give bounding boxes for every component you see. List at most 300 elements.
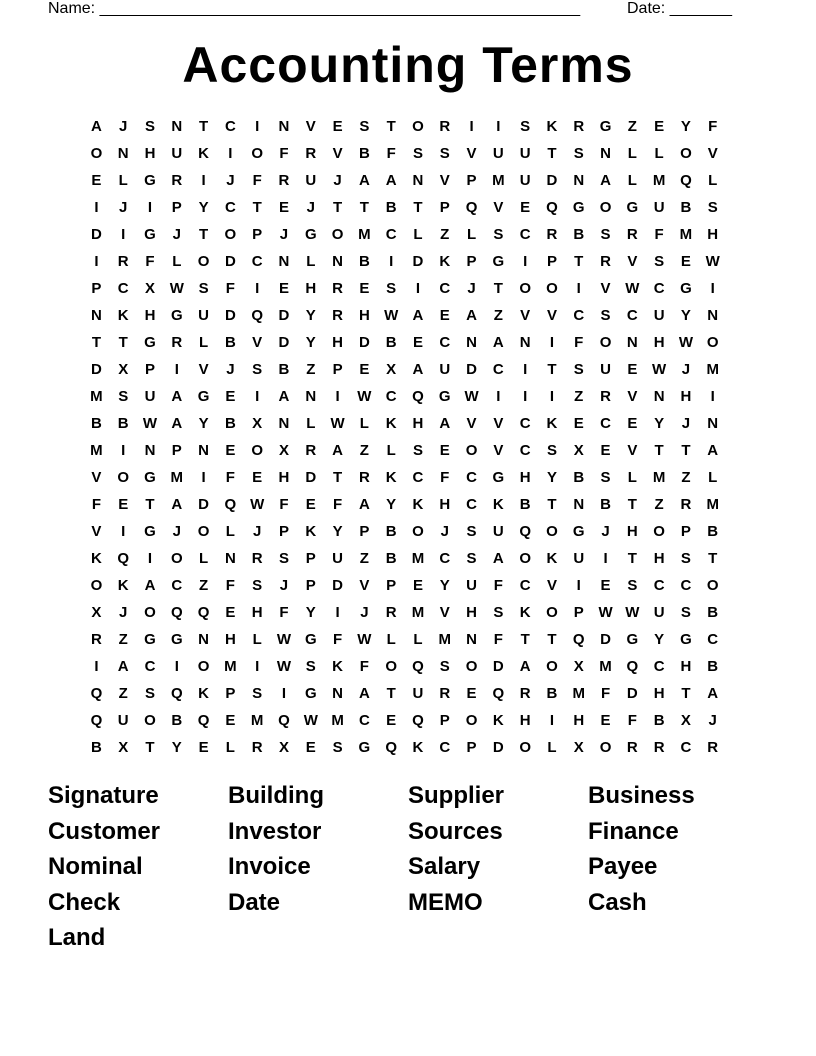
- grid-letter: O: [546, 658, 558, 675]
- grid-letter: O: [251, 442, 264, 459]
- grid-letter: P: [466, 253, 477, 270]
- grid-letter: E: [359, 361, 370, 378]
- grid-letter: O: [412, 523, 424, 540]
- grid-letter: W: [678, 334, 694, 351]
- grid-letter: C: [680, 577, 692, 594]
- grid-row: [83, 140, 726, 167]
- grid-letter: H: [332, 334, 343, 351]
- grid-letter: M: [90, 442, 103, 459]
- grid-letter: O: [90, 577, 103, 594]
- grid-letter: G: [144, 172, 156, 189]
- grid-letter: R: [519, 685, 531, 702]
- grid-letter: J: [279, 226, 289, 243]
- grid-letter: V: [627, 253, 638, 270]
- grid-letter: Z: [440, 226, 450, 243]
- grid-row: [83, 464, 726, 491]
- grid-letter: V: [466, 415, 477, 432]
- grid-letter: L: [627, 145, 637, 162]
- grid-letter: T: [547, 361, 557, 378]
- grid-letter: E: [225, 442, 236, 459]
- word-list-item: MEMO: [408, 888, 483, 916]
- grid-letter: I: [255, 118, 260, 135]
- grid-row: [83, 383, 726, 410]
- grid-letter: D: [412, 253, 424, 270]
- grid-letter: J: [119, 604, 128, 621]
- grid-letter: A: [358, 172, 370, 189]
- grid-letter: K: [412, 496, 424, 513]
- grid-letter: R: [600, 388, 611, 405]
- grid-letter: J: [226, 172, 235, 189]
- grid-letter: D: [600, 631, 611, 648]
- grid-letter: P: [546, 253, 557, 270]
- grid-letter: Q: [90, 712, 103, 729]
- grid-letter: L: [627, 172, 637, 189]
- grid-letter: Y: [654, 415, 665, 432]
- grid-letter: T: [681, 442, 691, 459]
- grid-letter: M: [90, 388, 103, 405]
- grid-letter: A: [492, 334, 504, 351]
- grid-letter: S: [654, 253, 665, 270]
- grid-letter: H: [519, 712, 531, 729]
- grid-letter: I: [549, 334, 555, 351]
- grid-letter: J: [279, 577, 289, 594]
- grid-letter: B: [546, 685, 558, 702]
- grid-letter: P: [466, 172, 477, 189]
- grid-letter: L: [708, 469, 718, 486]
- grid-letter: I: [147, 199, 153, 216]
- grid-letter: V: [252, 334, 263, 351]
- grid-letter: U: [171, 145, 183, 162]
- grid-letter: A: [171, 415, 183, 432]
- word-list-item: Land: [48, 924, 106, 951]
- grid-letter: R: [358, 469, 370, 486]
- grid-letter: Q: [519, 523, 531, 540]
- grid-letter: O: [519, 280, 531, 297]
- grid-letter: I: [94, 199, 99, 216]
- grid-letter: G: [197, 388, 210, 405]
- grid-letter: S: [252, 361, 263, 378]
- grid-letter: V: [493, 415, 504, 432]
- grid-letter: E: [412, 334, 423, 351]
- grid-letter: P: [332, 361, 343, 378]
- grid-letter: U: [305, 172, 317, 189]
- grid-row: [83, 194, 726, 221]
- grid-letter: Y: [546, 469, 557, 486]
- grid-letter: J: [681, 361, 691, 378]
- grid-letter: H: [278, 469, 290, 486]
- grid-letter: O: [546, 280, 558, 297]
- grid-row: [83, 356, 726, 383]
- grid-letter: O: [599, 334, 612, 351]
- grid-letter: L: [413, 226, 423, 243]
- grid-letter: G: [680, 631, 692, 648]
- grid-letter: S: [600, 307, 611, 324]
- grid-letter: Y: [439, 577, 450, 594]
- grid-letter: N: [198, 631, 209, 648]
- grid-letter: S: [118, 388, 129, 405]
- grid-letter: W: [276, 658, 292, 675]
- grid-letter: O: [680, 145, 692, 162]
- grid-letter: J: [360, 604, 369, 621]
- grid-letter: R: [332, 307, 343, 324]
- grid-letter: G: [572, 199, 585, 216]
- grid-letter: A: [412, 361, 424, 378]
- grid-letter: A: [519, 658, 531, 675]
- grid-letter: R: [251, 550, 263, 567]
- grid-letter: K: [117, 307, 129, 324]
- grid-letter: X: [278, 739, 289, 756]
- grid-row: [83, 734, 726, 761]
- grid-letter: T: [332, 199, 343, 216]
- grid-letter: N: [573, 172, 585, 189]
- grid-letter: F: [493, 577, 503, 594]
- grid-letter: E: [627, 415, 638, 432]
- grid-letter: O: [170, 550, 183, 567]
- grid-letter: X: [252, 415, 263, 432]
- grid-letter: O: [197, 253, 210, 270]
- grid-letter: I: [549, 712, 555, 729]
- grid-letter: V: [91, 523, 102, 540]
- grid-letter: R: [332, 280, 343, 297]
- grid-letter: E: [412, 577, 423, 594]
- grid-letter: W: [464, 388, 479, 405]
- grid-letter: P: [386, 577, 397, 594]
- grid-letter: W: [652, 361, 667, 378]
- grid-letter: G: [438, 388, 451, 405]
- grid-letter: C: [439, 550, 451, 567]
- grid-letter: Y: [680, 307, 691, 324]
- grid-letter: J: [333, 172, 342, 189]
- grid-letter: J: [172, 226, 181, 243]
- grid-letter: E: [278, 199, 289, 216]
- grid-letter: Z: [359, 442, 369, 459]
- grid-letter: D: [90, 361, 102, 378]
- grid-letter: X: [91, 604, 102, 621]
- grid-letter: L: [118, 172, 128, 189]
- grid-letter: D: [626, 685, 638, 702]
- grid-letter: A: [439, 415, 451, 432]
- grid-letter: B: [385, 523, 397, 540]
- grid-letter: Y: [198, 199, 209, 216]
- grid-letter: I: [121, 226, 126, 243]
- grid-letter: I: [228, 145, 233, 162]
- grid-letter: S: [466, 550, 477, 567]
- grid-letter: X: [278, 442, 289, 459]
- grid-letter: S: [332, 739, 343, 756]
- grid-letter: G: [572, 523, 585, 540]
- grid-letter: A: [332, 442, 343, 459]
- grid-letter: K: [385, 469, 397, 486]
- grid-letter: V: [439, 604, 450, 621]
- grid-letter: G: [599, 118, 612, 135]
- grid-letter: M: [250, 712, 264, 729]
- grid-letter: J: [119, 199, 128, 216]
- grid-letter: P: [305, 550, 316, 567]
- grid-letter: N: [278, 118, 290, 135]
- grid-letter: M: [652, 469, 666, 486]
- grid-letter: D: [224, 253, 236, 270]
- grid-letter: O: [197, 523, 210, 540]
- grid-letter: S: [144, 685, 155, 702]
- grid-letter: E: [332, 118, 343, 135]
- grid-letter: P: [91, 280, 102, 297]
- grid-letter: C: [653, 577, 665, 594]
- grid-letter: C: [519, 226, 531, 243]
- grid-letter: F: [225, 280, 235, 297]
- grid-letter: I: [335, 388, 340, 405]
- grid-letter: I: [389, 253, 394, 270]
- grid-letter: X: [680, 712, 691, 729]
- grid-letter: B: [224, 415, 236, 432]
- grid-row: [83, 302, 726, 329]
- grid-letter: R: [600, 253, 611, 270]
- grid-letter: F: [654, 226, 664, 243]
- grid-letter: C: [224, 199, 236, 216]
- grid-row: [83, 437, 726, 464]
- grid-letter: G: [144, 469, 156, 486]
- grid-letter: C: [224, 118, 236, 135]
- grid-letter: I: [710, 280, 715, 297]
- grid-letter: C: [707, 631, 719, 648]
- grid-letter: U: [412, 685, 424, 702]
- grid-letter: H: [439, 496, 451, 513]
- grid-letter: X: [118, 739, 129, 756]
- grid-letter: H: [653, 550, 665, 567]
- grid-letter: Q: [412, 388, 424, 405]
- grid-letter: C: [412, 469, 424, 486]
- grid-letter: C: [117, 280, 129, 297]
- grid-letter: S: [412, 145, 423, 162]
- grid-row: [83, 518, 726, 545]
- grid-letter: R: [171, 172, 183, 189]
- grid-letter: Q: [385, 739, 397, 756]
- grid-letter: T: [627, 496, 637, 513]
- grid-letter: W: [303, 712, 318, 729]
- grid-letter: M: [706, 496, 719, 513]
- grid-letter: C: [680, 739, 692, 756]
- grid-letter: I: [281, 685, 287, 702]
- grid-letter: I: [603, 550, 608, 567]
- grid-letter: F: [252, 172, 262, 189]
- grid-letter: F: [225, 469, 235, 486]
- grid-letter: K: [412, 739, 424, 756]
- grid-letter: C: [626, 307, 638, 324]
- grid-letter: F: [386, 145, 396, 162]
- grid-letter: Z: [118, 685, 128, 702]
- grid-row: [83, 167, 726, 194]
- grid-letter: O: [224, 226, 237, 243]
- grid-letter: Z: [681, 469, 691, 486]
- grid-letter: Y: [171, 739, 182, 756]
- grid-letter: D: [224, 307, 236, 324]
- grid-letter: B: [519, 496, 531, 513]
- word-search-grid: [83, 113, 726, 761]
- grid-letter: N: [466, 334, 477, 351]
- grid-letter: Z: [199, 577, 209, 594]
- grid-letter: H: [251, 604, 263, 621]
- grid-letter: I: [121, 442, 126, 459]
- grid-letter: P: [305, 577, 316, 594]
- grid-letter: O: [599, 199, 612, 216]
- grid-letter: D: [492, 739, 504, 756]
- grid-letter: S: [359, 118, 370, 135]
- grid-letter: R: [385, 604, 397, 621]
- grid-letter: X: [144, 280, 155, 297]
- grid-letter: C: [466, 469, 477, 486]
- grid-row: [83, 572, 726, 599]
- grid-letter: L: [306, 253, 316, 270]
- grid-letter: Q: [170, 685, 183, 702]
- grid-letter: T: [547, 145, 557, 162]
- grid-letter: K: [198, 685, 209, 702]
- grid-letter: S: [198, 280, 209, 297]
- grid-letter: S: [573, 361, 584, 378]
- grid-letter: J: [172, 523, 181, 540]
- grid-letter: E: [654, 118, 665, 135]
- grid-letter: I: [94, 253, 99, 270]
- grid-letter: C: [653, 280, 665, 297]
- grid-letter: M: [572, 685, 585, 702]
- grid-letter: F: [332, 496, 343, 513]
- grid-letter: R: [546, 226, 558, 243]
- grid-letter: G: [170, 307, 183, 324]
- grid-letter: B: [600, 496, 611, 513]
- grid-letter: H: [626, 523, 638, 540]
- grid-letter: X: [118, 361, 129, 378]
- grid-letter: G: [144, 226, 156, 243]
- grid-letter: U: [573, 550, 585, 567]
- grid-letter: T: [547, 496, 557, 513]
- grid-letter: Q: [170, 604, 183, 621]
- grid-letter: S: [252, 577, 263, 594]
- grid-letter: V: [91, 469, 102, 486]
- grid-letter: P: [466, 739, 477, 756]
- grid-letter: D: [546, 172, 558, 189]
- grid-letter: C: [144, 658, 156, 675]
- grid-letter: T: [118, 334, 128, 351]
- grid-letter: S: [520, 118, 531, 135]
- grid-letter: L: [225, 739, 235, 756]
- grid-letter: J: [467, 280, 476, 297]
- grid-letter: K: [546, 118, 558, 135]
- grid-letter: E: [520, 199, 531, 216]
- word-list-item: Supplier: [408, 782, 505, 809]
- grid-letter: B: [90, 415, 102, 432]
- grid-letter: O: [331, 226, 344, 243]
- grid-letter: Q: [680, 172, 692, 189]
- grid-letter: D: [332, 577, 343, 594]
- grid-letter: P: [171, 442, 182, 459]
- grid-letter: I: [496, 388, 501, 405]
- grid-letter: M: [411, 550, 425, 567]
- grid-letter: L: [386, 631, 396, 648]
- grid-letter: D: [358, 334, 370, 351]
- grid-row: [83, 275, 726, 302]
- grid-letter: T: [493, 280, 503, 297]
- grid-letter: T: [547, 631, 557, 648]
- grid-letter: U: [519, 172, 531, 189]
- grid-letter: I: [549, 388, 555, 405]
- grid-letter: K: [492, 712, 504, 729]
- grid-letter: U: [117, 712, 129, 729]
- word-list-item: Cash: [588, 888, 647, 916]
- grid-letter: I: [523, 361, 528, 378]
- grid-letter: Q: [278, 712, 290, 729]
- grid-letter: E: [466, 685, 477, 702]
- grid-letter: B: [358, 145, 370, 162]
- word-list-item: Payee: [588, 853, 658, 880]
- grid-letter: Z: [574, 388, 584, 405]
- grid-letter: T: [199, 226, 209, 243]
- grid-letter: K: [198, 145, 209, 162]
- grid-letter: B: [224, 334, 236, 351]
- grid-letter: G: [304, 685, 317, 702]
- grid-letter: C: [519, 577, 531, 594]
- grid-letter: M: [224, 658, 237, 675]
- grid-letter: N: [626, 334, 638, 351]
- word-list-item: Signature: [48, 782, 159, 809]
- word-list-item: Customer: [48, 817, 161, 845]
- grid-letter: P: [680, 523, 691, 540]
- grid-letter: G: [144, 334, 156, 351]
- grid-letter: E: [91, 172, 102, 189]
- grid-letter: Y: [305, 334, 316, 351]
- grid-letter: W: [357, 631, 372, 648]
- grid-letter: B: [385, 550, 397, 567]
- grid-letter: F: [279, 145, 289, 162]
- grid-letter: B: [707, 658, 719, 675]
- grid-letter: X: [573, 442, 584, 459]
- grid-letter: S: [466, 523, 477, 540]
- grid-letter: T: [252, 199, 262, 216]
- grid-letter: R: [573, 118, 585, 135]
- grid-letter: W: [276, 631, 292, 648]
- grid-letter: A: [358, 496, 370, 513]
- grid-letter: F: [359, 658, 369, 675]
- grid-letter: S: [493, 226, 504, 243]
- grid-letter: O: [546, 523, 558, 540]
- grid-letter: U: [519, 145, 531, 162]
- grid-letter: D: [305, 469, 317, 486]
- grid-letter: T: [91, 334, 101, 351]
- grid-letter: U: [144, 388, 156, 405]
- word-list: [48, 779, 788, 957]
- grid-letter: T: [627, 550, 637, 567]
- grid-letter: N: [305, 388, 317, 405]
- grid-letter: L: [359, 415, 369, 432]
- grid-row: [83, 221, 726, 248]
- grid-letter: G: [144, 523, 156, 540]
- grid-letter: T: [574, 253, 584, 270]
- grid-letter: Z: [493, 307, 503, 324]
- grid-letter: L: [199, 334, 209, 351]
- grid-letter: M: [331, 712, 344, 729]
- grid-letter: R: [653, 739, 665, 756]
- grid-letter: B: [385, 334, 397, 351]
- grid-letter: P: [439, 199, 450, 216]
- grid-letter: O: [90, 145, 103, 162]
- name-field-label: Name: ______________________________________________________: [48, 0, 581, 17]
- grid-letter: H: [653, 685, 665, 702]
- grid-letter: Y: [332, 523, 343, 540]
- grid-letter: E: [305, 739, 316, 756]
- grid-letter: Q: [251, 307, 264, 324]
- grid-letter: A: [171, 388, 183, 405]
- grid-letter: N: [198, 442, 209, 459]
- grid-letter: H: [707, 226, 719, 243]
- word-list-item: Investor: [228, 817, 322, 845]
- grid-letter: C: [439, 334, 451, 351]
